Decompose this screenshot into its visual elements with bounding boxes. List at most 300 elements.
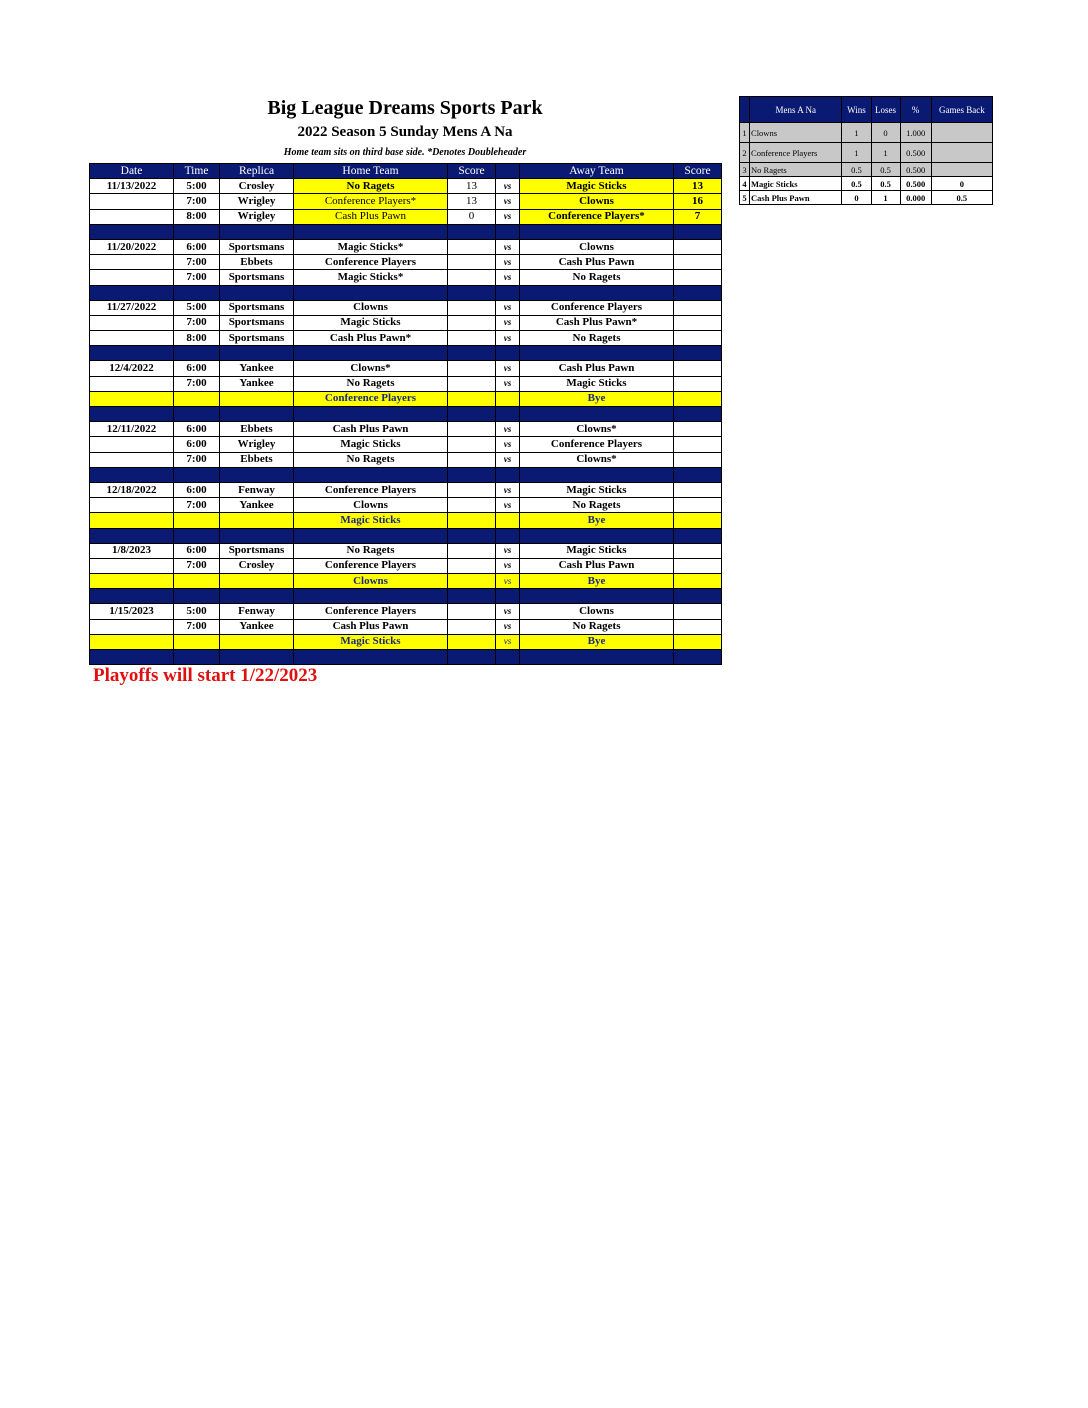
game-row xyxy=(90,619,722,634)
home-score xyxy=(448,270,496,285)
game-row xyxy=(90,604,722,619)
home-team: Clowns xyxy=(294,498,448,513)
separator-cell xyxy=(448,285,496,300)
game-time: 7:00 xyxy=(174,498,220,513)
vs-label: vs xyxy=(496,179,520,194)
away-team: Cash Plus Pawn xyxy=(520,255,674,270)
separator-cell xyxy=(220,650,294,665)
standings-header-pct: % xyxy=(900,97,931,123)
home-team: No Ragets xyxy=(294,543,448,558)
separator-cell xyxy=(674,346,722,361)
game-date xyxy=(90,619,174,634)
away-score xyxy=(674,270,722,285)
game-date: 12/18/2022 xyxy=(90,482,174,497)
bye-score-cell xyxy=(448,574,496,589)
standings-team: Conference Players xyxy=(750,143,842,163)
standings-pct: 0.500 xyxy=(900,177,931,191)
standings-pct: 0.000 xyxy=(900,191,931,205)
bye-score-cell xyxy=(674,574,722,589)
separator-cell xyxy=(496,650,520,665)
away-team: Cash Plus Pawn xyxy=(520,558,674,573)
home-score xyxy=(448,619,496,634)
standings-loses: 1 xyxy=(871,191,900,205)
header-date: Date xyxy=(90,164,174,179)
game-field: Yankee xyxy=(220,376,294,391)
standings-games-back xyxy=(931,143,992,163)
separator-cell xyxy=(220,467,294,482)
game-time: 5:00 xyxy=(174,604,220,619)
separator-cell xyxy=(520,285,674,300)
game-date: 11/27/2022 xyxy=(90,300,174,315)
separator-cell xyxy=(220,589,294,604)
home-team: Conference Players xyxy=(294,482,448,497)
game-row xyxy=(90,422,722,437)
away-score xyxy=(674,300,722,315)
separator-cell xyxy=(220,346,294,361)
bye-row xyxy=(90,391,722,406)
separator-cell xyxy=(496,589,520,604)
home-score xyxy=(448,255,496,270)
away-score xyxy=(674,315,722,330)
game-field: Ebbets xyxy=(220,452,294,467)
bye-score-cell xyxy=(674,391,722,406)
week-separator-row xyxy=(90,589,722,604)
bye-vs: vs xyxy=(496,634,520,649)
vs-label: vs xyxy=(496,361,520,376)
vs-label: vs xyxy=(496,619,520,634)
away-score xyxy=(674,543,722,558)
home-team: Cash Plus Pawn xyxy=(294,209,448,224)
game-field: Wrigley xyxy=(220,194,294,209)
game-time: 7:00 xyxy=(174,558,220,573)
game-row xyxy=(90,270,722,285)
game-field: Yankee xyxy=(220,361,294,376)
home-score xyxy=(448,452,496,467)
separator-cell xyxy=(294,589,448,604)
standings-wins: 0 xyxy=(842,191,871,205)
schedule-header-row xyxy=(90,164,722,179)
standings-table xyxy=(739,96,993,205)
game-time: 5:00 xyxy=(174,300,220,315)
game-row xyxy=(90,437,722,452)
away-team: Cash Plus Pawn xyxy=(520,361,674,376)
away-team: Clowns* xyxy=(520,422,674,437)
home-team: Conference Players xyxy=(294,255,448,270)
game-time: 7:00 xyxy=(174,270,220,285)
standings-header-row xyxy=(740,97,993,123)
game-field: Sportsmans xyxy=(220,543,294,558)
home-team: Conference Players* xyxy=(294,194,448,209)
separator-cell xyxy=(448,407,496,422)
separator-cell xyxy=(294,528,448,543)
away-team: Clowns xyxy=(520,194,674,209)
separator-cell xyxy=(448,528,496,543)
separator-cell xyxy=(674,224,722,239)
vs-label: vs xyxy=(496,209,520,224)
game-row xyxy=(90,255,722,270)
game-date: 1/8/2023 xyxy=(90,543,174,558)
separator-cell xyxy=(520,650,674,665)
away-score xyxy=(674,452,722,467)
game-time: 5:00 xyxy=(174,179,220,194)
standings-rank: 3 xyxy=(740,163,750,177)
standings-team: Cash Plus Pawn xyxy=(750,191,842,205)
separator-cell xyxy=(448,346,496,361)
standings-row xyxy=(740,123,993,143)
vs-label: vs xyxy=(496,498,520,513)
game-field: Sportsmans xyxy=(220,331,294,346)
bye-row xyxy=(90,634,722,649)
game-date xyxy=(90,437,174,452)
standings-wins: 1 xyxy=(842,143,871,163)
bye-date-cell xyxy=(90,513,174,528)
home-team: Magic Sticks xyxy=(294,315,448,330)
header-home-team: Home Team xyxy=(294,164,448,179)
standings-row xyxy=(740,177,993,191)
bye-score-cell xyxy=(448,634,496,649)
week-separator-row xyxy=(90,285,722,300)
standings-pct: 1.000 xyxy=(900,123,931,143)
bye-row xyxy=(90,513,722,528)
game-date: 1/15/2023 xyxy=(90,604,174,619)
home-score xyxy=(448,422,496,437)
game-date xyxy=(90,558,174,573)
standings-wins: 1 xyxy=(842,123,871,143)
away-score xyxy=(674,437,722,452)
game-date xyxy=(90,376,174,391)
away-team: Magic Sticks xyxy=(520,376,674,391)
separator-cell xyxy=(220,528,294,543)
separator-cell xyxy=(90,467,174,482)
away-score xyxy=(674,604,722,619)
away-team: Conference Players xyxy=(520,300,674,315)
game-field: Ebbets xyxy=(220,255,294,270)
away-score: 13 xyxy=(674,179,722,194)
home-team: Magic Sticks* xyxy=(294,239,448,254)
separator-cell xyxy=(220,407,294,422)
home-score xyxy=(448,482,496,497)
separator-cell xyxy=(520,407,674,422)
separator-cell xyxy=(520,528,674,543)
separator-cell xyxy=(174,589,220,604)
bye-time-cell xyxy=(174,391,220,406)
vs-label: vs xyxy=(496,255,520,270)
separator-cell xyxy=(674,589,722,604)
standings-rank: 2 xyxy=(740,143,750,163)
vs-label: vs xyxy=(496,300,520,315)
vs-label: vs xyxy=(496,543,520,558)
standings-rank: 1 xyxy=(740,123,750,143)
vs-label: vs xyxy=(496,558,520,573)
home-team: No Ragets xyxy=(294,452,448,467)
game-date xyxy=(90,209,174,224)
away-team: Clowns xyxy=(520,239,674,254)
home-team: No Ragets xyxy=(294,376,448,391)
standings-pct: 0.500 xyxy=(900,163,931,177)
game-date xyxy=(90,452,174,467)
week-separator-row xyxy=(90,224,722,239)
game-field: Sportsmans xyxy=(220,239,294,254)
game-field: Yankee xyxy=(220,498,294,513)
away-team: No Ragets xyxy=(520,331,674,346)
home-score xyxy=(448,239,496,254)
away-score xyxy=(674,498,722,513)
separator-cell xyxy=(496,285,520,300)
away-score xyxy=(674,361,722,376)
away-score xyxy=(674,331,722,346)
separator-cell xyxy=(496,346,520,361)
away-score xyxy=(674,239,722,254)
game-time: 6:00 xyxy=(174,543,220,558)
away-team: Conference Players* xyxy=(520,209,674,224)
bye-label: Bye xyxy=(520,391,674,406)
page-title: Big League Dreams Sports Park xyxy=(267,97,543,119)
separator-cell xyxy=(520,346,674,361)
game-row xyxy=(90,209,722,224)
vs-label: vs xyxy=(496,482,520,497)
game-field: Sportsmans xyxy=(220,270,294,285)
game-date: 12/4/2022 xyxy=(90,361,174,376)
bye-date-cell xyxy=(90,391,174,406)
away-team: Magic Sticks xyxy=(520,482,674,497)
standings-loses: 0.5 xyxy=(871,163,900,177)
separator-cell xyxy=(174,285,220,300)
game-time: 6:00 xyxy=(174,422,220,437)
standings-loses: 1 xyxy=(871,143,900,163)
game-row xyxy=(90,452,722,467)
vs-label: vs xyxy=(496,376,520,391)
separator-cell xyxy=(174,346,220,361)
away-score xyxy=(674,558,722,573)
standings-row xyxy=(740,191,993,205)
separator-cell xyxy=(448,589,496,604)
separator-cell xyxy=(174,650,220,665)
separator-cell xyxy=(496,467,520,482)
separator-cell xyxy=(90,589,174,604)
bye-date-cell xyxy=(90,574,174,589)
game-row xyxy=(90,315,722,330)
separator-cell xyxy=(448,224,496,239)
separator-cell xyxy=(90,224,174,239)
game-row xyxy=(90,194,722,209)
separator-cell xyxy=(174,467,220,482)
game-row xyxy=(90,361,722,376)
separator-cell xyxy=(220,224,294,239)
separator-cell xyxy=(520,467,674,482)
separator-cell xyxy=(294,650,448,665)
bye-date-cell xyxy=(90,634,174,649)
game-time: 7:00 xyxy=(174,452,220,467)
away-score xyxy=(674,422,722,437)
vs-label: vs xyxy=(496,239,520,254)
game-date xyxy=(90,270,174,285)
standings-wins: 0.5 xyxy=(842,163,871,177)
vs-label: vs xyxy=(496,604,520,619)
bye-label: Bye xyxy=(520,513,674,528)
away-score: 7 xyxy=(674,209,722,224)
game-time: 7:00 xyxy=(174,376,220,391)
game-date xyxy=(90,315,174,330)
bye-vs xyxy=(496,513,520,528)
week-separator-row xyxy=(90,528,722,543)
game-field: Ebbets xyxy=(220,422,294,437)
standings-games-back: 0.5 xyxy=(931,191,992,205)
game-field: Crosley xyxy=(220,558,294,573)
separator-cell xyxy=(448,650,496,665)
home-score xyxy=(448,604,496,619)
home-team: Cash Plus Pawn* xyxy=(294,331,448,346)
away-team: Magic Sticks xyxy=(520,543,674,558)
game-row xyxy=(90,482,722,497)
bye-team: Magic Sticks xyxy=(294,634,448,649)
home-score xyxy=(448,437,496,452)
bye-vs xyxy=(496,391,520,406)
bye-score-cell xyxy=(674,513,722,528)
home-score xyxy=(448,376,496,391)
bye-label: Bye xyxy=(520,634,674,649)
separator-cell xyxy=(294,467,448,482)
game-time: 7:00 xyxy=(174,315,220,330)
game-date xyxy=(90,498,174,513)
away-score xyxy=(674,482,722,497)
standings-header-loses: Loses xyxy=(871,97,900,123)
game-row xyxy=(90,558,722,573)
game-date xyxy=(90,194,174,209)
home-score xyxy=(448,315,496,330)
separator-cell xyxy=(90,346,174,361)
game-time: 8:00 xyxy=(174,331,220,346)
game-time: 6:00 xyxy=(174,437,220,452)
home-team: Cash Plus Pawn xyxy=(294,619,448,634)
header-time: Time xyxy=(174,164,220,179)
standings-wins: 0.5 xyxy=(842,177,871,191)
bye-team: Clowns xyxy=(294,574,448,589)
bye-row xyxy=(90,574,722,589)
vs-label: vs xyxy=(496,437,520,452)
home-score: 13 xyxy=(448,179,496,194)
away-team: No Ragets xyxy=(520,619,674,634)
standings-header-wins: Wins xyxy=(842,97,871,123)
schedule-note: Home team sits on third base side. *Denotes Doubleheader xyxy=(283,147,527,158)
game-date: 11/13/2022 xyxy=(90,179,174,194)
standings-team: Clowns xyxy=(750,123,842,143)
away-score xyxy=(674,376,722,391)
separator-cell xyxy=(674,467,722,482)
bye-time-cell xyxy=(174,513,220,528)
standings-loses: 0.5 xyxy=(871,177,900,191)
separator-cell xyxy=(90,528,174,543)
separator-cell xyxy=(674,285,722,300)
away-team: No Ragets xyxy=(520,498,674,513)
standings-games-back xyxy=(931,163,992,177)
game-field: Sportsmans xyxy=(220,315,294,330)
standings-row xyxy=(740,163,993,177)
game-time: 6:00 xyxy=(174,361,220,376)
week-separator-row xyxy=(90,407,722,422)
home-score xyxy=(448,331,496,346)
game-row xyxy=(90,179,722,194)
home-score: 13 xyxy=(448,194,496,209)
home-team: Magic Sticks xyxy=(294,437,448,452)
away-team: Clowns xyxy=(520,604,674,619)
playoffs-notice: Playoffs will start 1/22/2023 xyxy=(93,665,318,686)
separator-cell xyxy=(174,407,220,422)
game-row xyxy=(90,376,722,391)
bye-team: Magic Sticks xyxy=(294,513,448,528)
standings-header-team: Mens A Na xyxy=(750,97,842,123)
away-team: Clowns* xyxy=(520,452,674,467)
game-field: Wrigley xyxy=(220,437,294,452)
game-row xyxy=(90,300,722,315)
home-team: Conference Players xyxy=(294,604,448,619)
away-score xyxy=(674,619,722,634)
separator-cell xyxy=(90,407,174,422)
away-team: Conference Players xyxy=(520,437,674,452)
bye-field-cell xyxy=(220,634,294,649)
header-away-score: Score xyxy=(674,164,722,179)
bye-field-cell xyxy=(220,391,294,406)
separator-cell xyxy=(496,528,520,543)
header-away-team: Away Team xyxy=(520,164,674,179)
separator-cell xyxy=(674,650,722,665)
standings-row xyxy=(740,143,993,163)
game-row xyxy=(90,498,722,513)
home-score xyxy=(448,558,496,573)
bye-team: Conference Players xyxy=(294,391,448,406)
game-time: 8:00 xyxy=(174,209,220,224)
game-time: 6:00 xyxy=(174,239,220,254)
home-score xyxy=(448,361,496,376)
home-score xyxy=(448,498,496,513)
separator-cell xyxy=(90,285,174,300)
game-row xyxy=(90,331,722,346)
separator-cell xyxy=(294,224,448,239)
vs-label: vs xyxy=(496,452,520,467)
game-field: Wrigley xyxy=(220,209,294,224)
schedule-table xyxy=(89,163,722,665)
header-home-score: Score xyxy=(448,164,496,179)
vs-label: vs xyxy=(496,270,520,285)
separator-cell xyxy=(674,528,722,543)
game-date xyxy=(90,255,174,270)
vs-label: vs xyxy=(496,422,520,437)
game-date: 11/20/2022 xyxy=(90,239,174,254)
separator-cell xyxy=(174,528,220,543)
separator-cell xyxy=(520,589,674,604)
bye-label: Bye xyxy=(520,574,674,589)
vs-label: vs xyxy=(496,315,520,330)
bye-vs: vs xyxy=(496,574,520,589)
separator-cell xyxy=(520,224,674,239)
standings-team: No Ragets xyxy=(750,163,842,177)
home-score: 0 xyxy=(448,209,496,224)
separator-cell xyxy=(448,467,496,482)
standings-loses: 0 xyxy=(871,123,900,143)
game-date xyxy=(90,331,174,346)
away-team: Magic Sticks xyxy=(520,179,674,194)
separator-cell xyxy=(294,285,448,300)
game-field: Fenway xyxy=(220,604,294,619)
bye-score-cell xyxy=(674,634,722,649)
bye-score-cell xyxy=(448,391,496,406)
game-field: Yankee xyxy=(220,619,294,634)
header-vs xyxy=(496,164,520,179)
bye-time-cell xyxy=(174,634,220,649)
separator-cell xyxy=(674,407,722,422)
away-score xyxy=(674,255,722,270)
bye-time-cell xyxy=(174,574,220,589)
game-row xyxy=(90,239,722,254)
